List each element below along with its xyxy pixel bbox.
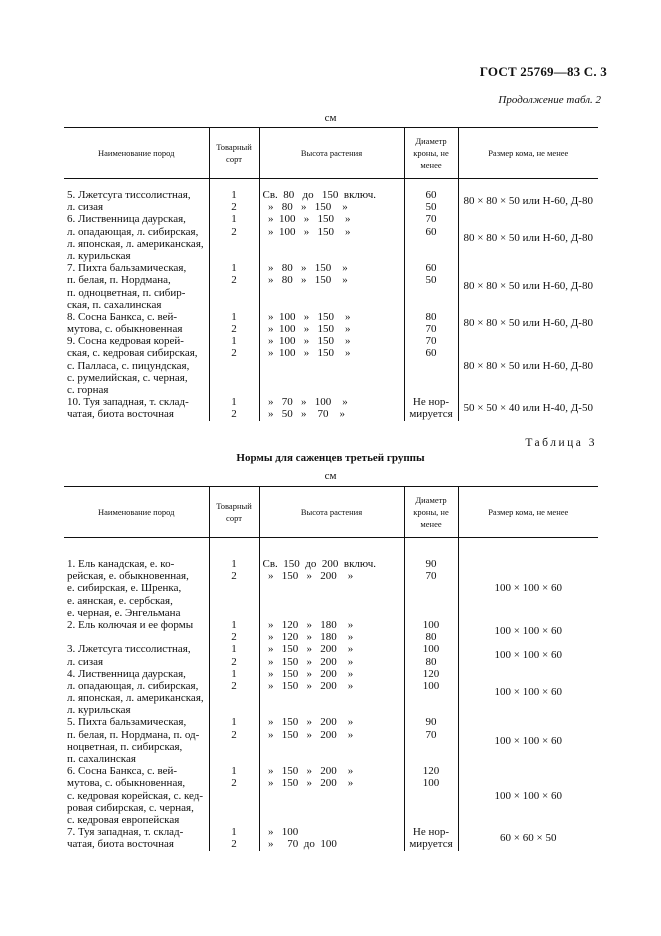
- table-row: [64, 619, 598, 643]
- clod-size-cell: 80 × 80 × 50 или Н-60, Д-80: [458, 179, 598, 214]
- species-cell-line: п. белая, п. Нордмана,: [67, 274, 171, 287]
- grade-cell-line: 1: [231, 558, 237, 570]
- crown-cell: [404, 765, 458, 826]
- crown-cell: [404, 643, 458, 667]
- crown-cell: [404, 716, 458, 765]
- grade-cell: [209, 826, 259, 850]
- table-row: [64, 716, 598, 765]
- height-cell-line: » 150 » 200 »: [262, 655, 354, 668]
- grade-cell-line: 2: [231, 679, 237, 692]
- table-row: [64, 668, 598, 717]
- table3-label: Таблица 3: [525, 437, 597, 449]
- clod-size-cell: 100 × 100 × 60: [458, 643, 598, 667]
- clod-size-cell: 100 × 100 × 60: [458, 668, 598, 717]
- crown-cell-line: 70: [425, 323, 437, 336]
- table-row: [64, 311, 598, 335]
- grade-cell-line: 1: [231, 335, 237, 348]
- page-header: ГОСТ 25769—83 С. 3: [479, 64, 607, 79]
- species-cell-line: с. кедровая европейская: [67, 813, 180, 826]
- species-cell: [64, 668, 209, 717]
- height-cell-line: » 120 » 180 »: [262, 631, 354, 644]
- height-cell: [259, 619, 404, 643]
- clod-size-cell: 100 × 100 × 60: [458, 716, 598, 765]
- crown-cell-line: 70: [425, 335, 437, 348]
- height-cell-line: » 150 » 200 »: [262, 728, 354, 741]
- species-cell-line: рейская, е. обыкновенная,: [67, 570, 189, 583]
- crown-cell-line: 60: [425, 189, 437, 201]
- species-cell-line: л. сизая: [67, 201, 104, 214]
- clod-size-cell: 80 × 80 × 50 или Н-60, Д-80: [458, 335, 598, 396]
- height-cell-line: » 150 » 200 »: [262, 667, 354, 680]
- species-cell-line: 7. Пихта бальзамическая,: [67, 262, 187, 275]
- height-cell-line: » 70 » 100 »: [262, 396, 348, 409]
- height-cell-line: » 150 » 200 »: [262, 679, 354, 692]
- crown-cell-line: 120: [422, 667, 440, 680]
- height-cell: [259, 179, 404, 214]
- species-cell: [64, 538, 209, 619]
- table-row: [64, 335, 598, 396]
- crown-cell: [404, 826, 458, 850]
- grade-cell-line: 1: [231, 667, 237, 680]
- grade-cell-line: 2: [231, 408, 237, 421]
- crown-cell-line: 80: [425, 631, 437, 644]
- table-row: [64, 765, 598, 826]
- table-row: [64, 396, 598, 420]
- species-cell-line: с. кедровая корейская, с. кед-: [67, 789, 204, 802]
- header-grade: Товарный сорт: [209, 128, 259, 179]
- height-cell-line: » 100 » 150 »: [262, 213, 351, 226]
- crown-cell-line: Не нор-: [412, 396, 450, 409]
- species-cell: [64, 262, 209, 311]
- grade-cell-line: 2: [231, 201, 237, 214]
- grade-cell: [209, 179, 259, 214]
- height-cell: [259, 335, 404, 396]
- clod-size-cell: 80 × 80 × 50 или Н-60, Д-80: [458, 262, 598, 311]
- clod-size-cell: 80 × 80 × 50 или Н-60, Д-80: [458, 311, 598, 335]
- species-cell: [64, 826, 209, 850]
- grade-cell-line: 1: [231, 643, 237, 656]
- height-cell-line: Св. 80 до 150 включ.: [262, 189, 376, 201]
- species-cell-line: л. опадающая, л. сибирская,: [67, 679, 199, 692]
- species-cell-line: е. черная, е. Энгельмана: [67, 606, 181, 619]
- height-cell-line: Св. 150 до 200 включ.: [262, 558, 376, 570]
- species-cell-line: 3. Лжетсуга тиссолистная,: [67, 643, 191, 656]
- grade-cell-line: 1: [231, 213, 237, 226]
- crown-cell-line: 60: [425, 347, 437, 360]
- height-cell: [259, 213, 404, 262]
- height-cell: [259, 765, 404, 826]
- species-cell: [64, 335, 209, 396]
- grade-cell-line: 1: [231, 618, 237, 631]
- height-cell: [259, 643, 404, 667]
- height-cell-line: » 80 » 150 »: [262, 262, 348, 275]
- header-crown: Диаметр кроны, не менее: [404, 487, 458, 538]
- crown-cell-line: 60: [425, 225, 437, 238]
- grade-cell-line: 2: [231, 274, 237, 287]
- species-cell: [64, 311, 209, 335]
- grade-cell-line: 2: [231, 347, 237, 360]
- species-cell-line: л. японская, л. американская,: [67, 692, 204, 705]
- crown-cell: [404, 311, 458, 335]
- height-cell-line: » 80 » 150 »: [262, 274, 348, 287]
- species-cell-line: ровая сибирская, с. черная,: [67, 801, 194, 814]
- grade-cell-line: 2: [231, 225, 237, 238]
- crown-cell-line: 120: [422, 765, 440, 778]
- height-cell-line: » 150 » 200 »: [262, 777, 354, 790]
- clod-size-cell: 100 × 100 × 60: [458, 765, 598, 826]
- crown-cell-line: 100: [422, 643, 440, 656]
- crown-cell: [404, 619, 458, 643]
- crown-cell-line: 100: [422, 679, 440, 692]
- species-cell-line: л. опадающая, л. сибирская,: [67, 225, 199, 238]
- grade-cell: [209, 765, 259, 826]
- species-cell-line: 10. Туя западная, т. склад-: [67, 396, 189, 409]
- table-row: [64, 643, 598, 667]
- header-height: Высота растения: [259, 487, 404, 538]
- grade-cell-line: 2: [231, 631, 237, 644]
- continuation-note: Продолжение табл. 2: [498, 94, 601, 106]
- clod-size-cell: 80 × 80 × 50 или Н-60, Д-80: [458, 213, 598, 262]
- height-cell-line: » 100: [262, 826, 299, 839]
- clod-size-cell: 50 × 50 × 40 или Н-40, Д-50: [458, 396, 598, 420]
- table2-unit: см: [324, 112, 337, 124]
- table-3: [64, 486, 598, 851]
- crown-cell-line: 70: [425, 728, 437, 741]
- clod-size-cell: 60 × 60 × 50: [458, 826, 598, 850]
- crown-cell: [404, 262, 458, 311]
- table3-title: Нормы для саженцев третьей группы: [236, 452, 425, 464]
- species-cell-line: 6. Лиственница даурская,: [67, 213, 186, 226]
- grade-cell-line: 1: [231, 716, 237, 729]
- species-cell-line: мутова, с. обыкновенная,: [67, 777, 186, 790]
- table-row: [64, 262, 598, 311]
- height-cell: [259, 716, 404, 765]
- grade-cell-line: 2: [231, 728, 237, 741]
- species-cell-line: 6. Сосна Банкса, с. вей-: [67, 765, 178, 778]
- height-cell: [259, 538, 404, 619]
- grade-cell-line: 2: [231, 570, 237, 583]
- species-cell: [64, 179, 209, 214]
- species-cell-line: п. одноцветная, п. сибир-: [67, 286, 186, 299]
- grade-cell: [209, 213, 259, 262]
- species-cell-line: с. Палласа, с. пицундская,: [67, 359, 190, 372]
- species-cell-line: л. сизая: [67, 655, 104, 668]
- header-crown: Диаметр кроны, не менее: [404, 128, 458, 179]
- grade-cell-line: 1: [231, 765, 237, 778]
- species-cell-line: 9. Сосна кедровая корей-: [67, 335, 184, 348]
- crown-cell-line: 100: [422, 618, 440, 631]
- species-cell-line: п. белая, п. Нордмана, п. од-: [67, 728, 200, 741]
- species-cell-line: мутова, с. обыкновенная: [67, 323, 183, 336]
- crown-cell-line: 80: [425, 310, 437, 323]
- species-cell: [64, 396, 209, 420]
- crown-cell: [404, 396, 458, 420]
- species-cell-line: чатая, биота восточная: [67, 838, 174, 851]
- height-cell-line: » 120 » 180 »: [262, 618, 354, 631]
- crown-cell: [404, 213, 458, 262]
- header-species: Наименование пород: [64, 128, 209, 179]
- crown-cell-line: 70: [425, 213, 437, 226]
- grade-cell: [209, 262, 259, 311]
- species-cell-line: 4. Лиственница даурская,: [67, 667, 186, 680]
- crown-cell: [404, 538, 458, 619]
- height-cell: [259, 668, 404, 717]
- table-row: [64, 826, 598, 850]
- header-species: Наименование пород: [64, 487, 209, 538]
- species-cell-line: ская, п. сахалинская: [67, 298, 162, 311]
- grade-cell: [209, 716, 259, 765]
- crown-cell-line: 90: [425, 716, 437, 729]
- header-height: Высота растения: [259, 128, 404, 179]
- species-cell-line: с. румелийская, с. черная,: [67, 371, 188, 384]
- grade-cell-line: 2: [231, 777, 237, 790]
- species-cell: [64, 213, 209, 262]
- grade-cell-line: 1: [231, 826, 237, 839]
- species-cell-line: е. сибирская, е. Шренка,: [67, 582, 182, 595]
- header-grade: Товарный сорт: [209, 487, 259, 538]
- species-cell: [64, 716, 209, 765]
- species-cell-line: 7. Туя западная, т. склад-: [67, 826, 184, 839]
- grade-cell: [209, 335, 259, 396]
- species-cell-line: 8. Сосна Банкса, с. вей-: [67, 310, 178, 323]
- species-cell: [64, 643, 209, 667]
- header-clod: Размер кома, не менее: [458, 487, 598, 538]
- clod-size-cell: 100 × 100 × 60: [458, 538, 598, 619]
- header-clod: Размер кома, не менее: [458, 128, 598, 179]
- species-cell-line: л. японская, л. американская,: [67, 237, 204, 250]
- grade-cell-line: 1: [231, 189, 237, 201]
- species-cell-line: с. горная: [67, 384, 109, 396]
- species-cell-line: л. курильская: [67, 249, 131, 262]
- crown-cell-line: Не нор-: [412, 826, 450, 839]
- height-cell-line: » 150 » 200 »: [262, 643, 354, 656]
- grade-cell-line: 1: [231, 262, 237, 275]
- crown-cell-line: 60: [425, 262, 437, 275]
- table-2: [64, 127, 598, 421]
- height-cell-line: » 50 » 70 »: [262, 408, 345, 421]
- height-cell: [259, 826, 404, 850]
- crown-cell: [404, 179, 458, 214]
- crown-cell-line: мируется: [409, 408, 453, 421]
- table3-unit: см: [324, 470, 337, 482]
- table-row: [64, 179, 598, 214]
- grade-cell-line: 2: [231, 838, 237, 851]
- height-cell-line: » 70 до 100: [262, 838, 337, 851]
- table-row: [64, 213, 598, 262]
- crown-cell-line: 90: [425, 558, 437, 570]
- grade-cell: [209, 619, 259, 643]
- height-cell: [259, 262, 404, 311]
- crown-cell: [404, 668, 458, 717]
- crown-cell: [404, 335, 458, 396]
- height-cell-line: » 100 » 150 »: [262, 335, 351, 348]
- grade-cell-line: 2: [231, 323, 237, 336]
- species-cell-line: л. курильская: [67, 704, 131, 717]
- species-cell: [64, 765, 209, 826]
- height-cell-line: » 150 » 200 »: [262, 570, 354, 583]
- crown-cell-line: 50: [425, 274, 437, 287]
- crown-cell-line: мируется: [409, 838, 453, 851]
- grade-cell-line: 1: [231, 396, 237, 409]
- crown-cell-line: 100: [422, 777, 440, 790]
- height-cell-line: » 100 » 150 »: [262, 310, 351, 323]
- clod-size-cell: 100 × 100 × 60: [458, 619, 598, 643]
- grade-cell: [209, 668, 259, 717]
- height-cell-line: » 150 » 200 »: [262, 765, 354, 778]
- grade-cell: [209, 311, 259, 335]
- grade-cell: [209, 396, 259, 420]
- height-cell-line: » 100 » 150 »: [262, 323, 351, 336]
- height-cell-line: » 80 » 150 »: [262, 201, 348, 214]
- height-cell-line: » 100 » 150 »: [262, 347, 351, 360]
- crown-cell-line: 70: [425, 570, 437, 583]
- species-cell: [64, 619, 209, 643]
- height-cell-line: » 150 » 200 »: [262, 716, 354, 729]
- crown-cell-line: 80: [425, 655, 437, 668]
- species-cell-line: 2. Ель колючая и ее формы: [67, 618, 194, 631]
- species-cell-line: 1. Ель канадская, е. ко-: [67, 558, 175, 570]
- height-cell-line: » 100 » 150 »: [262, 225, 351, 238]
- height-cell: [259, 396, 404, 420]
- crown-cell-line: 50: [425, 201, 437, 214]
- grade-cell: [209, 643, 259, 667]
- table-row: [64, 538, 598, 619]
- species-cell-line: ская, с. кедровая сибирская,: [67, 347, 198, 360]
- species-cell-line: е. аянская, е. сербская,: [67, 594, 173, 607]
- species-cell-line: 5. Пихта бальзамическая,: [67, 716, 187, 729]
- species-cell-line: п. сахалинская: [67, 753, 136, 765]
- species-cell-line: 5. Лжетсуга тиссолистная,: [67, 189, 191, 201]
- grade-cell-line: 2: [231, 655, 237, 668]
- species-cell-line: ноцветная, п. сибирская,: [67, 740, 183, 753]
- species-cell-line: чатая, биота восточная: [67, 408, 174, 421]
- grade-cell-line: 1: [231, 310, 237, 323]
- height-cell: [259, 311, 404, 335]
- grade-cell: [209, 538, 259, 619]
